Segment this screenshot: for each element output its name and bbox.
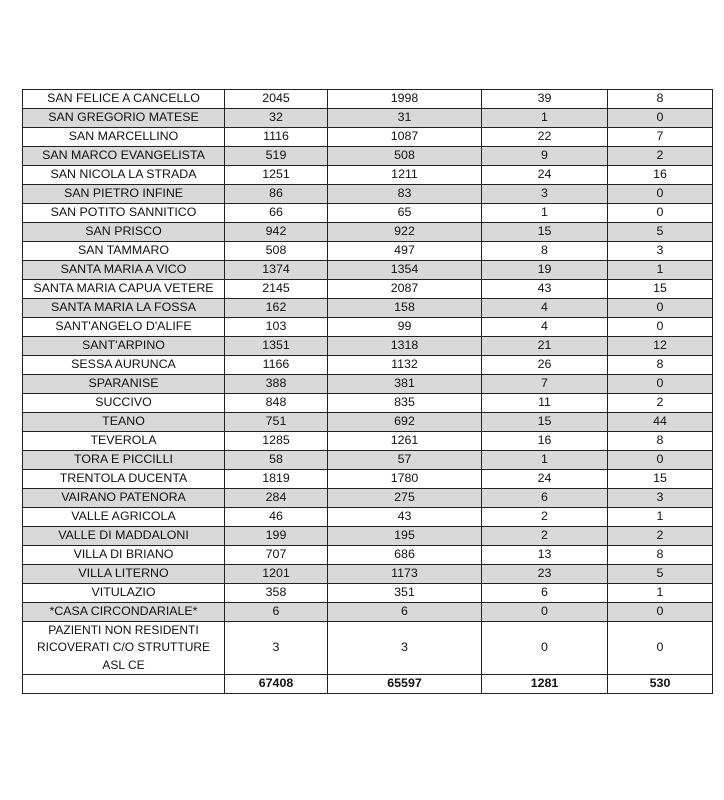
value-cell-3: 0 xyxy=(482,622,608,675)
table-row xyxy=(23,356,713,375)
total-value-cell-4: 530 xyxy=(608,675,713,694)
value-cell-3: 2 xyxy=(482,527,608,546)
table-row xyxy=(23,128,713,147)
value-cell-2: 195 xyxy=(328,527,482,546)
value-cell-4: 0 xyxy=(608,451,713,470)
value-cell-2: 6 xyxy=(328,603,482,622)
value-cell-4: 7 xyxy=(608,128,713,147)
municipality-name-cell: SANT'ARPINO xyxy=(23,337,225,356)
value-cell-4: 2 xyxy=(608,394,713,413)
value-cell-3: 24 xyxy=(482,470,608,489)
value-cell-1: 508 xyxy=(225,242,328,261)
municipality-name-cell: SAN POTITO SANNITICO xyxy=(23,204,225,223)
value-cell-1: 1819 xyxy=(225,470,328,489)
value-cell-2: 99 xyxy=(328,318,482,337)
value-cell-3: 13 xyxy=(482,546,608,565)
total-row xyxy=(23,675,713,694)
municipality-name-cell: SAN MARCELLINO xyxy=(23,128,225,147)
table-row xyxy=(23,223,713,242)
municipality-name-cell: SESSA AURUNCA xyxy=(23,356,225,375)
municipality-name-cell: VITULAZIO xyxy=(23,584,225,603)
value-cell-4: 2 xyxy=(608,147,713,166)
value-cell-2: 65 xyxy=(328,204,482,223)
value-cell-1: 1374 xyxy=(225,261,328,280)
table-row xyxy=(23,470,713,489)
value-cell-2: 497 xyxy=(328,242,482,261)
table-row xyxy=(23,489,713,508)
value-cell-1: 358 xyxy=(225,584,328,603)
value-cell-4: 0 xyxy=(608,622,713,675)
value-cell-3: 9 xyxy=(482,147,608,166)
value-cell-3: 0 xyxy=(482,603,608,622)
total-value-cell-1: 67408 xyxy=(225,675,328,694)
value-cell-2: 275 xyxy=(328,489,482,508)
table-row xyxy=(23,147,713,166)
value-cell-3: 39 xyxy=(482,90,608,109)
municipality-name-cell: SUCCIVO xyxy=(23,394,225,413)
value-cell-4: 8 xyxy=(608,356,713,375)
value-cell-2: 1132 xyxy=(328,356,482,375)
value-cell-4: 3 xyxy=(608,489,713,508)
value-cell-2: 1173 xyxy=(328,565,482,584)
table-row xyxy=(23,261,713,280)
value-cell-4: 12 xyxy=(608,337,713,356)
municipality-name-cell: SAN TAMMARO xyxy=(23,242,225,261)
table-row xyxy=(23,432,713,451)
value-cell-3: 24 xyxy=(482,166,608,185)
value-cell-2: 686 xyxy=(328,546,482,565)
value-cell-4: 0 xyxy=(608,204,713,223)
municipality-name-cell: VILLA LITERNO xyxy=(23,565,225,584)
value-cell-2: 83 xyxy=(328,185,482,204)
table-row xyxy=(23,185,713,204)
value-cell-2: 3 xyxy=(328,622,482,675)
table-row xyxy=(23,375,713,394)
municipality-name-cell: PAZIENTI NON RESIDENTI RICOVERATI C/O STRUTTURE ASL CE xyxy=(23,622,225,675)
value-cell-3: 15 xyxy=(482,413,608,432)
value-cell-4: 8 xyxy=(608,432,713,451)
table-row xyxy=(23,527,713,546)
value-cell-2: 1087 xyxy=(328,128,482,147)
value-cell-2: 1998 xyxy=(328,90,482,109)
value-cell-4: 0 xyxy=(608,318,713,337)
table-row xyxy=(23,299,713,318)
value-cell-3: 4 xyxy=(482,299,608,318)
municipality-data-table xyxy=(22,89,713,694)
table-row xyxy=(23,204,713,223)
value-cell-2: 351 xyxy=(328,584,482,603)
value-cell-2: 158 xyxy=(328,299,482,318)
table-row xyxy=(23,318,713,337)
municipality-name-cell: SAN PIETRO INFINE xyxy=(23,185,225,204)
total-label-cell xyxy=(23,675,225,694)
value-cell-3: 1 xyxy=(482,109,608,128)
table-row xyxy=(23,413,713,432)
value-cell-3: 21 xyxy=(482,337,608,356)
municipality-name-cell: TEANO xyxy=(23,413,225,432)
value-cell-4: 1 xyxy=(608,508,713,527)
table-row xyxy=(23,109,713,128)
value-cell-3: 4 xyxy=(482,318,608,337)
value-cell-2: 43 xyxy=(328,508,482,527)
value-cell-3: 2 xyxy=(482,508,608,527)
value-cell-4: 0 xyxy=(608,109,713,128)
municipality-name-cell: SAN PRISCO xyxy=(23,223,225,242)
table-row xyxy=(23,451,713,470)
table-row xyxy=(23,166,713,185)
municipality-name-cell: SPARANISE xyxy=(23,375,225,394)
municipality-name-cell: SANTA MARIA CAPUA VETERE xyxy=(23,280,225,299)
value-cell-4: 3 xyxy=(608,242,713,261)
value-cell-3: 26 xyxy=(482,356,608,375)
table-row xyxy=(23,565,713,584)
value-cell-2: 2087 xyxy=(328,280,482,299)
value-cell-3: 1 xyxy=(482,451,608,470)
value-cell-1: 58 xyxy=(225,451,328,470)
value-cell-4: 0 xyxy=(608,185,713,204)
value-cell-1: 1166 xyxy=(225,356,328,375)
value-cell-3: 1 xyxy=(482,204,608,223)
value-cell-3: 19 xyxy=(482,261,608,280)
value-cell-2: 1780 xyxy=(328,470,482,489)
value-cell-2: 1261 xyxy=(328,432,482,451)
table-row xyxy=(23,622,713,675)
municipality-name-cell: TEVEROLA xyxy=(23,432,225,451)
table-row xyxy=(23,546,713,565)
value-cell-3: 8 xyxy=(482,242,608,261)
value-cell-1: 66 xyxy=(225,204,328,223)
municipality-name-cell: TORA E PICCILLI xyxy=(23,451,225,470)
value-cell-2: 922 xyxy=(328,223,482,242)
table-row xyxy=(23,280,713,299)
value-cell-1: 284 xyxy=(225,489,328,508)
value-cell-1: 1116 xyxy=(225,128,328,147)
value-cell-4: 2 xyxy=(608,527,713,546)
value-cell-2: 1318 xyxy=(328,337,482,356)
value-cell-3: 7 xyxy=(482,375,608,394)
municipality-name-cell: SANT'ANGELO D'ALIFE xyxy=(23,318,225,337)
table-row xyxy=(23,394,713,413)
value-cell-1: 2145 xyxy=(225,280,328,299)
value-cell-3: 6 xyxy=(482,584,608,603)
value-cell-3: 22 xyxy=(482,128,608,147)
table-body xyxy=(23,90,713,694)
value-cell-1: 2045 xyxy=(225,90,328,109)
value-cell-3: 3 xyxy=(482,185,608,204)
value-cell-2: 381 xyxy=(328,375,482,394)
table-row xyxy=(23,337,713,356)
table-row xyxy=(23,584,713,603)
value-cell-4: 0 xyxy=(608,299,713,318)
value-cell-1: 942 xyxy=(225,223,328,242)
value-cell-1: 848 xyxy=(225,394,328,413)
value-cell-1: 1201 xyxy=(225,565,328,584)
value-cell-4: 15 xyxy=(608,470,713,489)
value-cell-1: 751 xyxy=(225,413,328,432)
value-cell-1: 32 xyxy=(225,109,328,128)
value-cell-4: 8 xyxy=(608,546,713,565)
total-value-cell-2: 65597 xyxy=(328,675,482,694)
value-cell-4: 1 xyxy=(608,261,713,280)
value-cell-4: 0 xyxy=(608,375,713,394)
value-cell-1: 86 xyxy=(225,185,328,204)
value-cell-4: 5 xyxy=(608,565,713,584)
value-cell-1: 162 xyxy=(225,299,328,318)
value-cell-4: 0 xyxy=(608,603,713,622)
value-cell-2: 835 xyxy=(328,394,482,413)
value-cell-2: 508 xyxy=(328,147,482,166)
value-cell-1: 707 xyxy=(225,546,328,565)
value-cell-4: 16 xyxy=(608,166,713,185)
table-row xyxy=(23,603,713,622)
table-row xyxy=(23,508,713,527)
value-cell-4: 44 xyxy=(608,413,713,432)
value-cell-1: 199 xyxy=(225,527,328,546)
value-cell-2: 1354 xyxy=(328,261,482,280)
municipality-name-cell: VILLA DI BRIANO xyxy=(23,546,225,565)
municipality-name-cell: SAN GREGORIO MATESE xyxy=(23,109,225,128)
municipality-name-cell: SANTA MARIA LA FOSSA xyxy=(23,299,225,318)
municipality-name-cell: TRENTOLA DUCENTA xyxy=(23,470,225,489)
value-cell-1: 519 xyxy=(225,147,328,166)
value-cell-3: 16 xyxy=(482,432,608,451)
municipality-name-cell: SANTA MARIA A VICO xyxy=(23,261,225,280)
value-cell-4: 1 xyxy=(608,584,713,603)
municipality-name-cell: SAN MARCO EVANGELISTA xyxy=(23,147,225,166)
value-cell-1: 46 xyxy=(225,508,328,527)
value-cell-1: 3 xyxy=(225,622,328,675)
municipality-name-cell: VALLE AGRICOLA xyxy=(23,508,225,527)
municipality-name-cell: VAIRANO PATENORA xyxy=(23,489,225,508)
table-row xyxy=(23,242,713,261)
value-cell-2: 1211 xyxy=(328,166,482,185)
value-cell-1: 1251 xyxy=(225,166,328,185)
value-cell-1: 1351 xyxy=(225,337,328,356)
value-cell-3: 15 xyxy=(482,223,608,242)
value-cell-4: 15 xyxy=(608,280,713,299)
value-cell-2: 31 xyxy=(328,109,482,128)
value-cell-3: 23 xyxy=(482,565,608,584)
value-cell-3: 6 xyxy=(482,489,608,508)
value-cell-1: 6 xyxy=(225,603,328,622)
table-row xyxy=(23,90,713,109)
municipality-name-cell: SAN FELICE A CANCELLO xyxy=(23,90,225,109)
value-cell-1: 388 xyxy=(225,375,328,394)
value-cell-2: 692 xyxy=(328,413,482,432)
value-cell-3: 11 xyxy=(482,394,608,413)
value-cell-4: 5 xyxy=(608,223,713,242)
value-cell-1: 103 xyxy=(225,318,328,337)
value-cell-1: 1285 xyxy=(225,432,328,451)
municipality-name-cell: SAN NICOLA LA STRADA xyxy=(23,166,225,185)
value-cell-3: 43 xyxy=(482,280,608,299)
total-value-cell-3: 1281 xyxy=(482,675,608,694)
value-cell-4: 8 xyxy=(608,90,713,109)
value-cell-2: 57 xyxy=(328,451,482,470)
municipality-name-cell: *CASA CIRCONDARIALE* xyxy=(23,603,225,622)
municipality-name-cell: VALLE DI MADDALONI xyxy=(23,527,225,546)
